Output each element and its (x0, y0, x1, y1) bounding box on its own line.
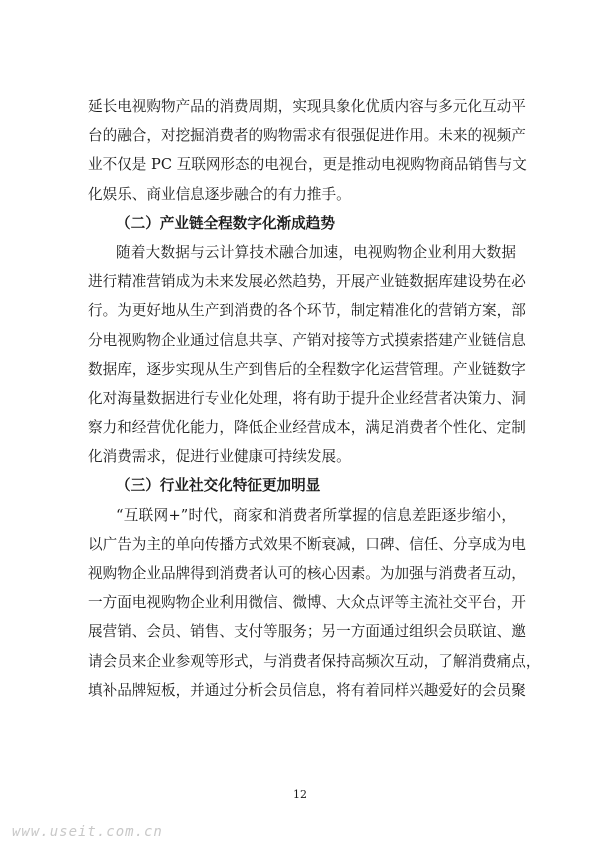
text-line: 数据库，逐步实现从生产到售后的全程数字化运营管理。产业链数字 (88, 360, 526, 378)
text-line: 察力和经营优化能力，降低企业经营成本，满足消费者个性化、定制 (88, 419, 526, 437)
text-line: 填补品牌短板，并通过分析会员信息，将有着同样兴趣爱好的会员聚 (88, 681, 526, 699)
section-heading-2: （二）产业链全程数字化渐成趋势 (116, 214, 335, 232)
text-line: 延长电视购物产品的消费周期，实现具象化优质内容与多元化互动平 (88, 98, 526, 115)
text-line: 化消费需求，促进行业健康可持续发展。 (88, 448, 351, 466)
text-line: 分电视购物企业通过信息共享、产销对接等方式摸索搭建产业链信息 (88, 331, 526, 349)
text-line: “互联网+”时代，商家和消费者所掌握的信息差距逐步缩小， (116, 506, 516, 524)
text-line: 视购物企业品牌得到消费者认可的核心因素。为加强与消费者互动， (88, 565, 526, 582)
text-line: 台的融合，对挖掘消费者的购物需求有很强促进作用。未来的视频产 (88, 127, 526, 145)
document-body (88, 92, 541, 705)
text-line: 以广告为主的单向传播方式效果不断衰减，口碑、信任、分享成为电 (88, 535, 526, 553)
text-line: 请会员来企业参观等形式，与消费者保持高频次互动，了解消费痛点， (88, 652, 541, 670)
text-line: 业不仅是 PC 互联网形态的电视台，更是推动电视购物商品销售与文 (88, 156, 527, 174)
watermark: www.useit.com.cn (12, 824, 163, 840)
text-line: 行。为更好地从生产到消费的各个环节，制定精准化的营销方案，部 (88, 302, 526, 320)
section-heading-3: （三）行业社交化特征更加明显 (116, 477, 321, 495)
text-line: 进行精准营销成为未来发展必然趋势，开展产业链数据库建设势在必 (88, 273, 526, 291)
text-line: 一方面电视购物企业利用微信、微博、大众点评等主流社交平台，开 (88, 594, 526, 612)
text-line: 随着大数据与云计算技术融合加速，电视购物企业利用大数据 (116, 243, 516, 261)
text-line: 化对海量数据进行专业化处理，将有助于提升企业经营者决策力、洞 (88, 389, 526, 407)
text-line: 展营销、会员、销售、支付等服务；另一方面通过组织会员联谊、邀 (88, 623, 526, 641)
page-number: 12 (293, 788, 307, 801)
text-line: 化娱乐、商业信息逐步融合的有力推手。 (88, 185, 351, 203)
